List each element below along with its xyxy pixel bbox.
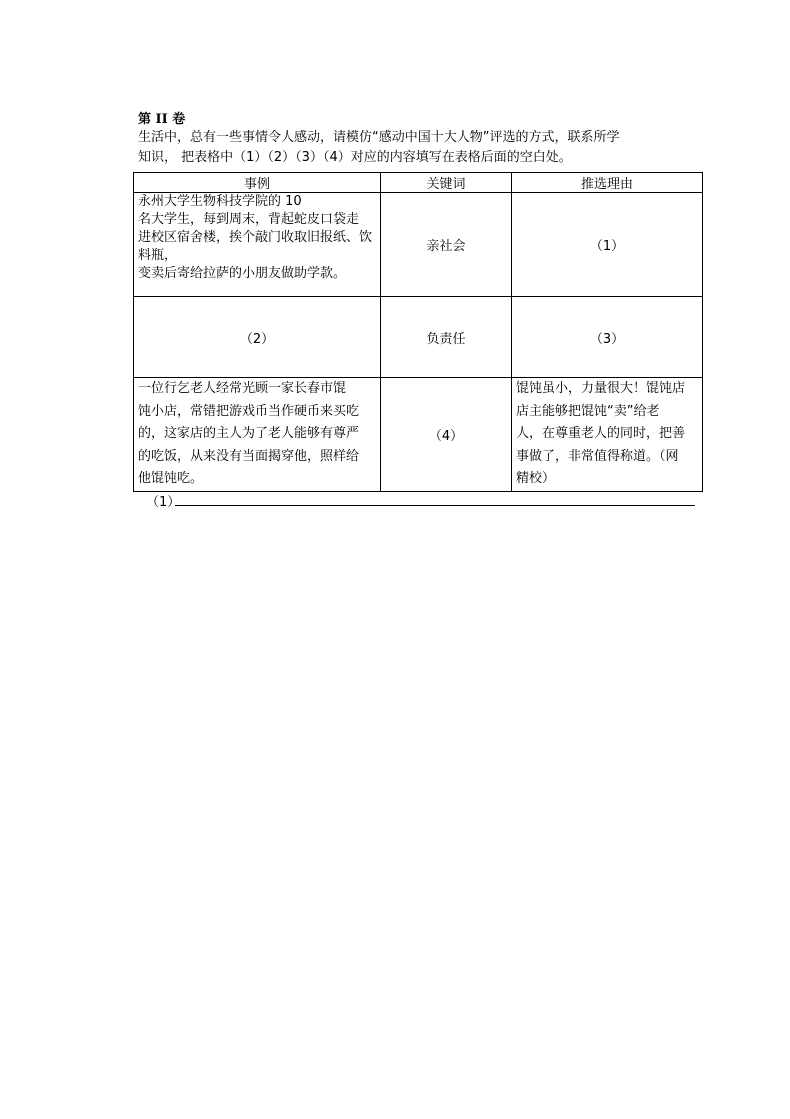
table-row (134, 378, 703, 492)
reason-line: 事做了，非常值得称道。（网 (516, 448, 679, 464)
question-table (133, 172, 703, 492)
example-line: 他馄饨吃。 (138, 471, 204, 486)
table-row (134, 193, 703, 297)
instruction-line: 知识， 把表格中（1）（2）（3）（4）对应的内容填写在表格后面的空白处。 (138, 150, 572, 165)
answer-line (138, 489, 698, 509)
example-line: 饨小店，常错把游戏币当作硬币来买吃 (138, 403, 360, 419)
reason-line: 精校） (516, 471, 556, 486)
header-example: 事例 (134, 173, 381, 193)
header-keyword: 关键词 (381, 173, 512, 193)
section-title: 第 II 卷 (138, 112, 186, 127)
example-cell (134, 193, 381, 297)
reason-line: 店主能够把馄饨“卖”给老 (516, 403, 660, 419)
example-cell: （2） (134, 297, 381, 378)
reason-cell (512, 378, 703, 492)
example-line: 的，这家店的主人为了老人能够有尊严 (138, 426, 360, 441)
example-line: 永州大学生物科技学院的 10 (138, 194, 302, 209)
answer-blank[interactable] (175, 505, 695, 506)
example-line: 一位行乞老人经常光顾一家长春市馄 (138, 381, 347, 396)
reason-line: 人，在尊重老人的同时，把善 (516, 426, 686, 441)
example-cell (134, 378, 381, 492)
example-line: 名大学生，每到周末，背起蛇皮口袋走 (138, 212, 360, 227)
reason-cell: （1） (512, 193, 703, 297)
instruction-line: 生活中，总有一些事情令人感动，请模仿“感动中国十大人物”评选的方式，联系所学 (138, 130, 620, 145)
header-reason: 推选理由 (512, 173, 703, 193)
reason-cell: （3） (512, 297, 703, 378)
keyword-cell: 亲社会 (381, 193, 512, 297)
example-line: 变卖后寄给拉萨的小朋友做助学款。 (138, 266, 347, 281)
example-line: 料瓶， (138, 248, 178, 263)
keyword-cell: 负责任 (381, 297, 512, 378)
answer-label: （1） (146, 495, 181, 510)
keyword-cell: （4） (381, 378, 512, 492)
instructions (138, 128, 698, 168)
example-line: 进校区宿舍楼，挨个敲门收取旧报纸、饮 (138, 230, 373, 245)
table-row (134, 297, 703, 378)
example-line: 的吃饭，从来没有当面揭穿他，照样给 (138, 448, 360, 464)
table-header-row (134, 173, 703, 193)
reason-line: 馄饨虽小，力量很大！馄饨店 (516, 381, 686, 396)
